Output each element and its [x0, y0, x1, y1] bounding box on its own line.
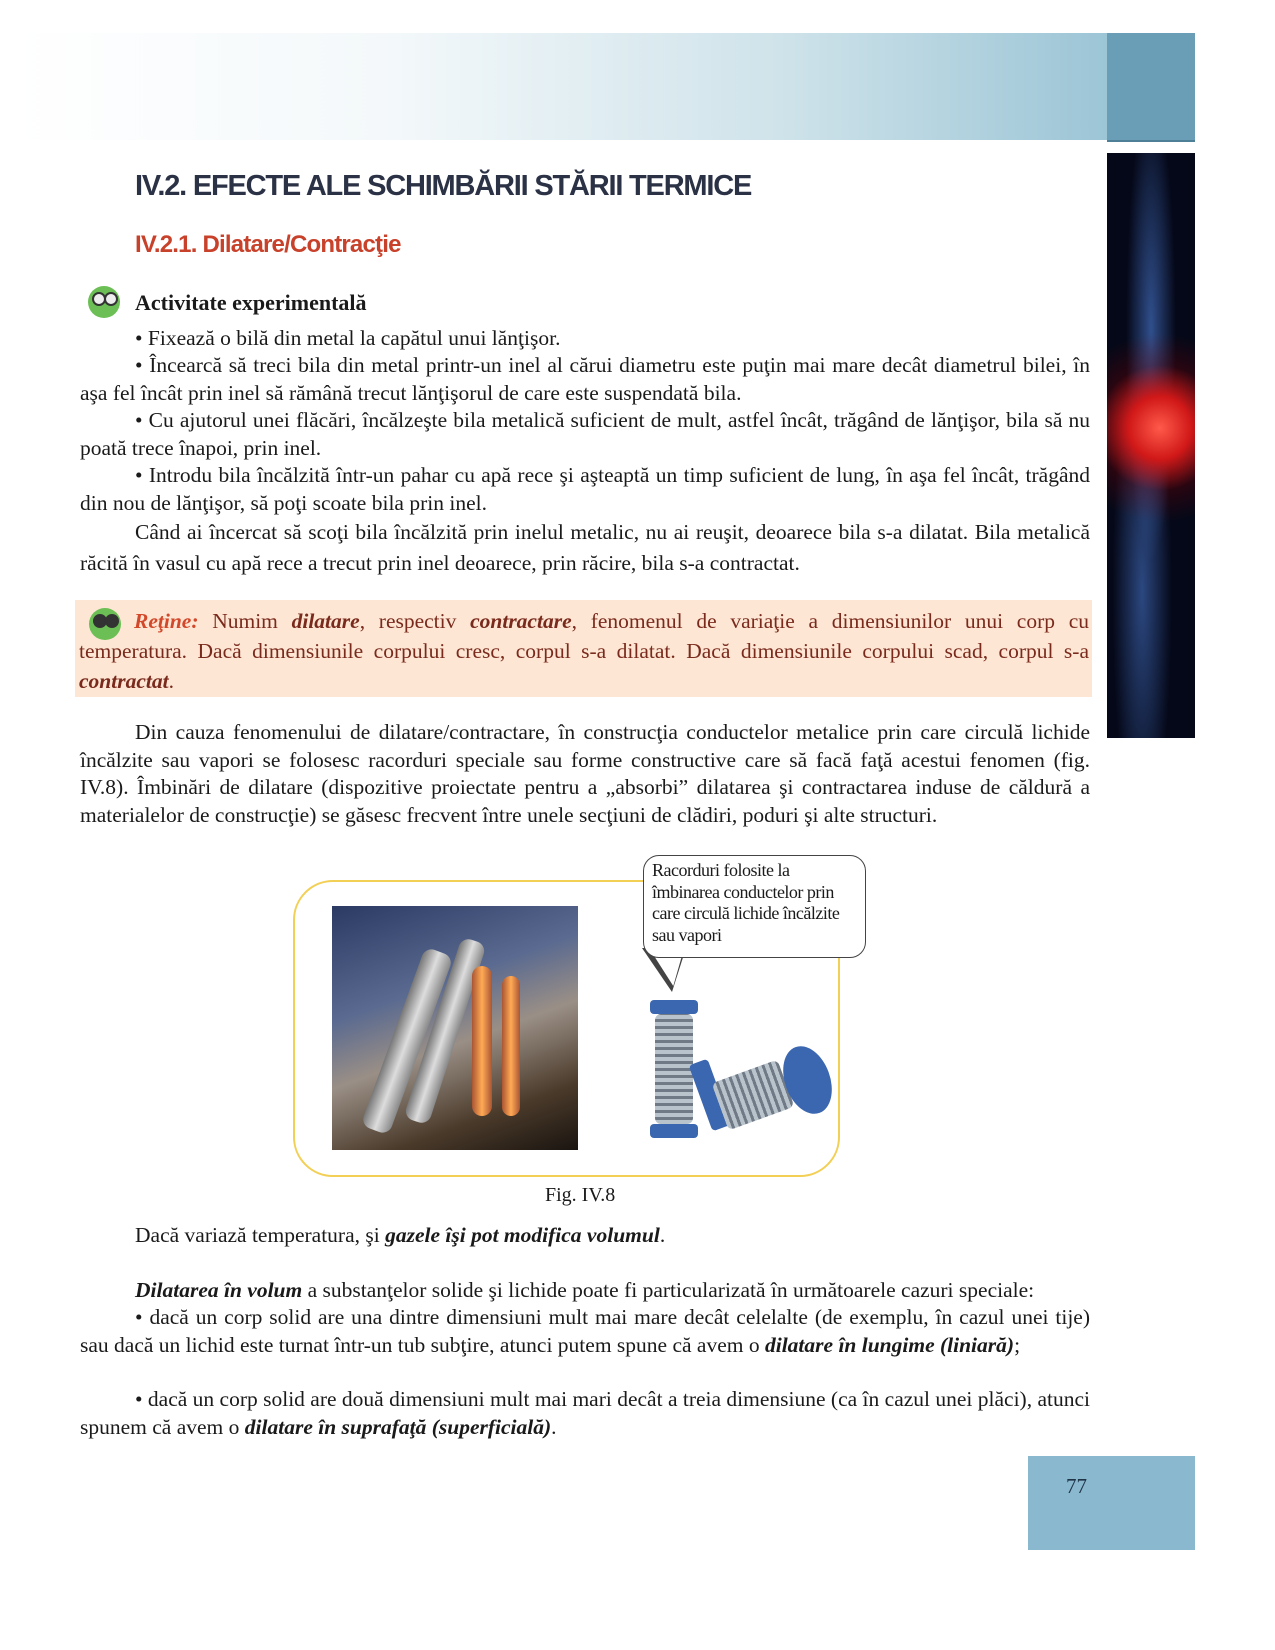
emphasized-term: dilatare în suprafaţă (superficială) — [244, 1414, 552, 1439]
emphasized-term: dilatare — [291, 609, 360, 633]
text-run: , respectiv — [359, 609, 471, 633]
text-run: , fenomenul de variaţie a dimensiunilor unui corp cu temperatura. Dacă dimensiunile corpului cresc, corpul s-a dilatat. Dacă dimensiunile corpului scad, corpul s-a — [79, 609, 1090, 663]
header-band — [16, 33, 1107, 140]
atom-decoration-image — [1107, 153, 1195, 738]
activity-heading: Activitate experimentală — [135, 290, 367, 315]
text-run: • dacă un corp solid are una dintre dimensiuni mult mai mare decât celelalte (de exemplu, în cazul unei tije) sau dacă un lichid este turnat într-un tub subţire, atunci putem spune că avem o — [80, 1305, 1090, 1357]
header-divider — [1107, 140, 1195, 142]
subsection-title: IV.2.1. Dilatare/Contracţie — [135, 231, 401, 258]
figure-caption: Fig. IV.8 — [545, 1184, 616, 1206]
page-number: 77 — [1066, 1474, 1087, 1498]
text-run: • Încearcă să treci bila din metal printr-un inel al cărui diametru este puţin mai mare decât diametrul bilei, în aşa fel încât prin inel să rămână trecut lănţişorul de care este suspendată bila. — [80, 353, 1090, 405]
activity-step — [80, 462, 1090, 517]
page-number-box — [1028, 1456, 1195, 1550]
industrial-pipes-photo — [332, 906, 578, 1150]
text-run: • Introdu bila încălzită într-un pahar cu apă rece şi aşteaptă un timp suficient de lung, în aşa fel încât, trăgând din nou de lănţişor, să poţi scoate bila prin inel. — [80, 463, 1090, 515]
text-run: a substanţelor solide şi lichide poate fi particularizată în următoarele cazuri speciale: — [302, 1278, 1035, 1302]
remember-label: Reţine: — [134, 609, 199, 633]
text-run: Dacă variază temperatura, şi — [135, 1223, 386, 1247]
remember-text — [79, 606, 1089, 696]
header-corner-box — [1107, 33, 1195, 140]
emphasized-term: contractat — [79, 669, 169, 693]
text-run: Când ai încercat să scoţi bila încălzită prin inelul metalic, nu ai reuşit, deoarece bila s-a dilatat. Bila metalică răcită în vasul cu apă rece a trecut prin inel deoarece, prin răcire, bila s-a contractat. — [80, 520, 1090, 575]
body-paragraph — [80, 1386, 1090, 1441]
text-run: • Fixează o bilă din metal la capătul unui lănţişor. — [135, 326, 561, 350]
text-run: Din cauza fenomenului de dilatare/contractare, în construcţia conductelor metalice prin care circulă lichide încălzite sau vapori se folosesc racorduri speciale sau forme constructive care să facă faţă acestui fenomen (fig. IV.8). Îmbinări de dilatare (dispozitive proiectate pentru a „absorbi” dilatarea şi contractarea induse de căldură a materialelor de construcţie) se găsesc frecvent între unele secţiuni de clădiri, poduri şi alte structuri. — [80, 720, 1090, 827]
text-run: ; — [1014, 1332, 1021, 1357]
body-paragraph — [80, 1222, 1090, 1250]
text-run: . — [168, 669, 174, 693]
section-title: IV.2. EFECTE ALE SCHIMBĂRII STĂRII TERMICE — [135, 170, 752, 202]
speech-bubble: Racorduri folosite la îmbinarea conductelor prin care circulă lichide încălzite sau vapori — [643, 855, 866, 958]
text-run: . — [551, 1414, 557, 1439]
activity-step — [80, 325, 1090, 353]
text-run: • dacă un corp solid are două dimensiuni mult mai mari decât a treia dimensiune (ca în cazul unei plăci), atunci spunem că avem o — [80, 1387, 1090, 1439]
remember-box — [75, 600, 1092, 697]
activity-step — [80, 407, 1090, 462]
body-paragraph — [80, 1277, 1090, 1305]
text-run: • Cu ajutorul unei flăcări, încălzeşte bila metalică suficient de mult, astfel încât, trăgând de lănţişor, bila să nu poată trece înapoi, prin inel. — [80, 408, 1090, 460]
text-run: . — [659, 1223, 666, 1247]
body-paragraph — [80, 1304, 1090, 1359]
emphasized-term: dilatare în lungime (liniară) — [764, 1332, 1015, 1357]
activity-conclusion — [80, 517, 1090, 579]
owl-icon — [82, 280, 126, 322]
emphasized-term: contractare — [470, 609, 572, 633]
emphasized-term: Dilatarea în volum — [135, 1278, 303, 1302]
emphasized-term: gazele îşi pot modifica volumul — [385, 1223, 660, 1247]
text-run: Numim — [198, 609, 292, 633]
body-paragraph — [80, 719, 1090, 829]
activity-step — [80, 352, 1090, 407]
